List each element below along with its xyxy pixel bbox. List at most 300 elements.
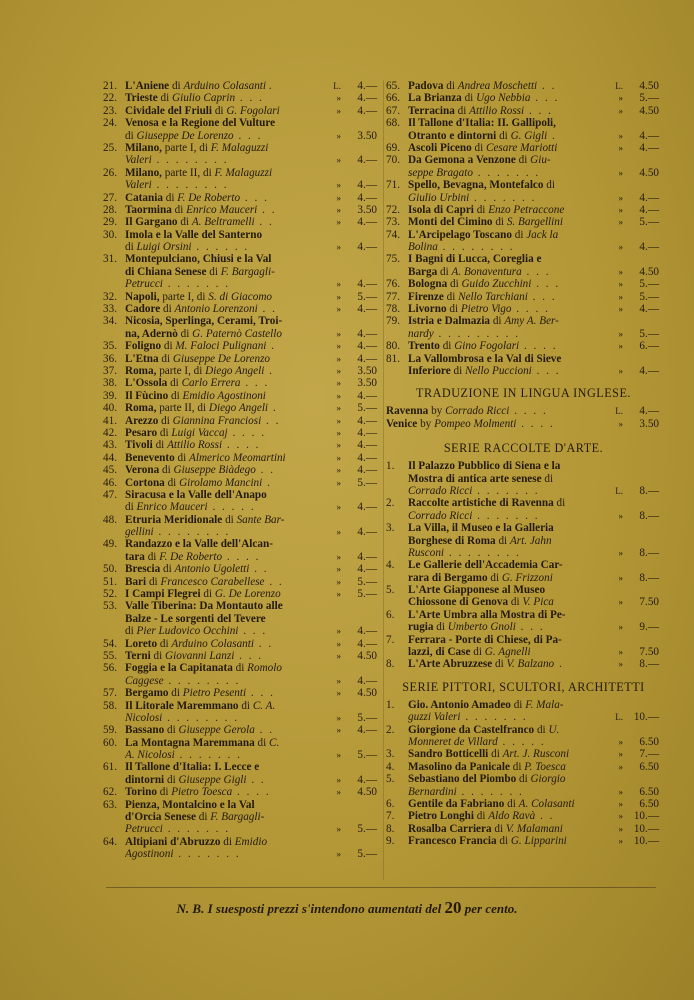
entry-number: 27. — [103, 191, 117, 204]
entry-author: Giuseppe Biàdego — [173, 464, 256, 477]
entry-text — [125, 439, 327, 451]
entry-line — [386, 798, 661, 810]
catalog-entry — [103, 662, 379, 687]
entry-text — [125, 737, 327, 749]
leader-dots: . . . — [521, 265, 551, 278]
entry-title: Foggia e la Capitanata — [125, 662, 233, 675]
entry-text — [125, 625, 327, 637]
entry-text — [408, 761, 609, 773]
catalog-entry — [103, 105, 379, 117]
leader-dots: . . . — [246, 687, 275, 700]
entry-line — [103, 501, 379, 513]
entry-author: Almerico Meomartini — [189, 451, 286, 464]
catalog-entry — [103, 588, 379, 600]
entry-connector: di — [164, 773, 179, 786]
price: 4.— — [357, 80, 377, 92]
price-mark: » — [336, 192, 341, 203]
leader-dots: . . . . — [519, 340, 558, 353]
entry-connector: di — [461, 92, 477, 105]
entry-author: Cesare Mariotti — [486, 141, 558, 154]
entry-title: Etruria Meridionale — [125, 513, 223, 526]
translation-heading: TRADUZIONE IN LINGUA INGLESE. — [416, 386, 631, 401]
entry-text — [125, 761, 327, 773]
entry-author: Diego Angeli — [205, 364, 265, 377]
price: 4.— — [357, 637, 377, 650]
entry-title: Il Tallone d'Italia: I. Lecce e — [125, 761, 260, 774]
entry-connector: di — [146, 575, 161, 588]
entry-text — [125, 526, 327, 538]
entry-author: Nello Tarchiani — [458, 290, 528, 303]
price-mark: » — [336, 155, 341, 166]
entry-number: 3. — [386, 522, 395, 535]
price-mark: » — [336, 576, 341, 587]
price-mark: » — [336, 452, 341, 463]
entry-line — [103, 737, 379, 749]
price-mark: » — [336, 787, 341, 798]
entry-text — [125, 130, 327, 142]
leader-dots: . — [262, 476, 272, 489]
entry-text — [408, 748, 609, 760]
entry-title: La Villa, il Museo e la Galleria — [408, 522, 554, 535]
leader-dots: . . — [264, 575, 284, 588]
entry-author: G. Frizzoni — [501, 571, 553, 584]
price-mark: » — [618, 622, 623, 633]
leader-dots: . — [266, 340, 276, 353]
entry-connector: di — [144, 550, 160, 563]
entry-text — [125, 749, 327, 761]
price: 4.— — [639, 141, 659, 154]
entry-connector: di — [433, 621, 448, 634]
price-mark: » — [618, 204, 623, 215]
entry-number: 45. — [103, 464, 117, 477]
price-mark: » — [336, 564, 341, 575]
leader-dots: . . . . . . . — [162, 823, 231, 836]
entry-text — [125, 92, 327, 104]
price: 4.— — [357, 389, 377, 402]
entry-title: Loreto — [125, 637, 158, 650]
entry-line — [386, 724, 661, 736]
entry-title: I Bagni di Lucca, Coreglia e — [408, 253, 542, 266]
entry-connector: di — [470, 646, 485, 659]
entry-line — [103, 786, 379, 798]
entry-line — [386, 699, 661, 711]
entry-title: Montepulciano, Chiusi e la Val — [125, 253, 272, 266]
price: 8.— — [639, 658, 659, 671]
entry-line — [386, 80, 661, 92]
price-mark: » — [618, 572, 623, 583]
entry-number: 40. — [103, 402, 117, 415]
entry-text — [408, 241, 609, 253]
entry-connector: by — [417, 417, 435, 430]
price: 8.— — [639, 509, 659, 522]
price: 9.— — [639, 621, 659, 634]
entry-number: 5. — [386, 584, 395, 597]
entry-text — [408, 485, 609, 497]
entry-author: P. Toesca — [524, 760, 566, 773]
entry-connector: di — [492, 658, 507, 671]
price: 3.50 — [357, 129, 377, 142]
entry-title: Ascoli Piceno — [408, 141, 472, 154]
entry-title: Roma, — [125, 402, 157, 415]
right-entries — [386, 80, 661, 377]
entry-title: L'Arcipelago Toscano — [408, 228, 512, 241]
entry-line — [103, 761, 379, 773]
price: 4.— — [357, 501, 377, 514]
entry-line — [103, 551, 379, 563]
catalog-entry — [103, 761, 379, 786]
price-mark: » — [618, 798, 623, 809]
catalog-entry — [103, 142, 379, 167]
entry-title: Sandro Botticelli — [408, 748, 489, 761]
price-mark: » — [336, 390, 341, 401]
entry-text — [408, 786, 609, 798]
catalog-entry — [103, 786, 379, 798]
entry-number: 54. — [103, 637, 117, 650]
entry-line — [103, 538, 379, 550]
price: 4.50 — [639, 104, 659, 117]
entry-number: 63. — [103, 798, 117, 811]
catalog-entry — [386, 418, 661, 430]
price-mark: » — [336, 638, 341, 649]
price: 5.— — [357, 749, 377, 762]
entry-text — [408, 835, 609, 847]
entry-line — [386, 192, 661, 204]
entry-line — [103, 204, 379, 216]
price: 4.— — [357, 674, 377, 687]
entry-number: 8. — [386, 658, 395, 671]
price: 4.50 — [357, 786, 377, 799]
entry-number: 4. — [386, 559, 395, 572]
entry-connector: di — [152, 439, 168, 452]
price-mark: » — [618, 836, 623, 847]
entry-author: Giulio Urbini — [408, 191, 470, 204]
entry-author: Bolina — [408, 241, 438, 254]
entry-text — [386, 405, 609, 417]
catalog-entry — [103, 365, 379, 377]
leader-dots: . . . — [233, 129, 263, 142]
price: 4.— — [357, 724, 377, 737]
entry-connector: di — [157, 92, 173, 105]
entry-title: rara di Bergamo — [408, 571, 488, 584]
price-mark: » — [618, 217, 623, 228]
catalog-entry — [386, 253, 661, 278]
entry-connector: di — [439, 340, 455, 353]
footer-note-percent: 20 — [444, 898, 462, 917]
entry-author: Giuseppe Gerola — [178, 724, 255, 737]
entry-author: G. Gigli — [510, 129, 548, 142]
catalog-entry — [386, 835, 661, 847]
entry-number: 41. — [103, 414, 117, 427]
price-mark: » — [336, 527, 341, 538]
entry-line — [103, 229, 379, 241]
entry-line — [103, 464, 379, 476]
entry-number: 49. — [103, 538, 117, 551]
entry-line — [103, 662, 379, 674]
entry-connector: di — [168, 687, 183, 700]
catalog-entry — [386, 658, 661, 670]
entry-line — [386, 559, 661, 571]
entry-author: F. Bargagli- — [220, 265, 275, 278]
entry-connector: di — [160, 563, 175, 576]
entry-author: F. Bargagli- — [210, 811, 265, 824]
entry-author: Andrea Moschetti — [457, 80, 538, 92]
price: 4.— — [639, 241, 659, 254]
entry-line — [386, 117, 661, 129]
entry-title: Pesaro — [125, 426, 158, 439]
entry-author: A. Colasanti — [518, 797, 575, 810]
catalog-entry — [103, 737, 379, 762]
entry-text — [125, 538, 327, 550]
entry-line — [103, 80, 379, 92]
price: 7.50 — [639, 646, 659, 659]
price-mark: » — [618, 192, 623, 203]
catalog-entry — [386, 278, 661, 290]
entry-author: Jack la — [526, 228, 559, 241]
art-series-heading: SERIE RACCOLTE D'ARTE. — [443, 441, 604, 456]
entry-title: Padova — [408, 80, 444, 92]
price-mark: » — [336, 849, 341, 860]
price: 5.— — [639, 216, 659, 229]
entry-text — [125, 229, 327, 241]
entry-text — [408, 699, 609, 711]
entry-title: Da Gemona a Venzone — [408, 154, 516, 167]
price-mark: » — [618, 130, 623, 141]
leader-dots: . . . — [531, 278, 561, 291]
entry-line — [386, 204, 661, 216]
price-mark: » — [618, 328, 623, 339]
entry-line — [103, 216, 379, 228]
entry-text — [408, 596, 609, 608]
entry-author: G. De Lorenzo — [214, 588, 281, 601]
entry-connector: di — [232, 662, 248, 675]
entry-author: V. Balzano — [506, 658, 555, 671]
catalog-entry — [103, 489, 379, 514]
price: 10.— — [633, 711, 659, 724]
entry-title: d'Orcia Senese — [125, 811, 196, 824]
price-mark: » — [336, 688, 341, 699]
entry-text — [125, 105, 327, 117]
entry-text — [408, 154, 609, 166]
catalog-entry — [386, 559, 661, 584]
price-mark: » — [336, 403, 341, 414]
catalog-entry — [103, 464, 379, 476]
entry-title: na, Adernò — [125, 327, 178, 340]
entry-line — [386, 485, 661, 497]
price: 4.50 — [357, 649, 377, 662]
price-mark: » — [336, 551, 341, 562]
entry-author: Girolamo Mancini — [179, 476, 263, 489]
entry-line — [103, 402, 379, 414]
entry-text — [408, 315, 609, 327]
footer-note-text: N. B. I suesposti prezzi s'intendono aumentati del — [176, 901, 445, 916]
entry-connector: di — [474, 810, 489, 823]
entry-number: 80. — [386, 340, 400, 353]
price-mark: » — [336, 589, 341, 600]
entry-line — [103, 576, 379, 588]
price: 4.— — [639, 303, 659, 316]
entry-title: Chiossone di Genova — [408, 596, 509, 609]
catalog-entry — [386, 117, 661, 142]
leader-dots: . — [547, 129, 557, 142]
entry-connector: di — [164, 476, 180, 489]
entry-author: Sante Bar- — [236, 513, 285, 526]
entry-line — [386, 584, 661, 596]
entry-connector: di — [195, 811, 211, 824]
entry-title: Bassano — [125, 724, 165, 737]
entry-title: Mostra di antica arte senese — [408, 472, 542, 485]
entry-text — [408, 559, 609, 571]
entry-author: Giu- — [530, 154, 551, 167]
catalog-entry — [103, 390, 379, 402]
entry-number: 75. — [386, 253, 400, 266]
entry-line — [103, 92, 379, 104]
price-mark: » — [336, 440, 341, 451]
leader-dots: . . — [253, 637, 274, 650]
entry-author: Art. J. Rusconi — [502, 748, 570, 761]
entry-connector: di — [125, 501, 137, 514]
entry-title: Arezzo — [125, 414, 159, 427]
price: 4.— — [357, 216, 377, 229]
entry-connector: . — [266, 80, 272, 92]
entry-number: 73. — [386, 216, 400, 229]
catalog-entry — [386, 748, 661, 760]
entry-number: 72. — [386, 203, 400, 216]
entry-connector: di — [510, 698, 526, 711]
leader-dots: . . . . — [516, 417, 555, 430]
entry-text — [125, 799, 327, 811]
leader-dots: . . . . . . . . — [437, 241, 515, 254]
price: 4.— — [357, 352, 377, 365]
entry-line — [103, 167, 379, 179]
entry-text — [125, 786, 327, 798]
entry-text — [408, 547, 609, 559]
entry-author: Petrucci — [125, 823, 163, 836]
entry-author: A. Nicolosi — [125, 749, 175, 762]
entry-line — [103, 452, 379, 464]
entry-connector: di — [220, 835, 235, 848]
entry-author: Attilio Rossi — [469, 104, 525, 117]
catalog-entry — [103, 117, 379, 142]
entry-line — [103, 799, 379, 811]
entry-number: 35. — [103, 340, 117, 353]
catalog-entry — [386, 699, 661, 724]
price: 4.— — [357, 464, 377, 477]
entry-connector: di — [487, 571, 502, 584]
entry-author: G. Lipparini — [510, 835, 567, 848]
price-mark: » — [618, 510, 623, 521]
entry-text — [408, 711, 609, 723]
entry-text — [125, 848, 327, 860]
entry-line — [103, 365, 379, 377]
entry-text — [125, 687, 327, 699]
leader-dots: . . . . — [511, 303, 550, 316]
price-mark: » — [336, 217, 341, 228]
catalog-entry — [386, 798, 661, 810]
entry-number: 21. — [103, 80, 117, 92]
leader-dots: . . . . . . . — [460, 711, 528, 724]
entry-connector: di — [159, 464, 174, 477]
price: 4.— — [357, 340, 377, 353]
leader-dots: . . . — [238, 625, 268, 638]
catalog-entry — [103, 92, 379, 104]
entry-connector: di — [125, 241, 137, 254]
entry-title: Venosa e la Regione del Vulture — [125, 117, 276, 130]
price: 4.— — [357, 327, 377, 340]
entry-number: 34. — [103, 315, 117, 328]
entry-text — [408, 572, 609, 584]
entry-line — [386, 154, 661, 166]
price: 5.— — [639, 278, 659, 291]
price-mark: » — [336, 725, 341, 736]
price: 4.50 — [639, 265, 659, 278]
entry-number: 66. — [386, 92, 400, 105]
entry-title: La Montagna Maremmana — [125, 736, 255, 749]
entry-connector: di — [222, 513, 237, 526]
catalog-entry — [103, 836, 379, 861]
entry-text — [125, 514, 327, 526]
entry-author: Enzo Petraccone — [488, 203, 565, 216]
entry-line — [386, 167, 661, 179]
entry-author: Emidio — [234, 835, 268, 848]
entry-line — [386, 646, 661, 658]
entry-number: 29. — [103, 216, 117, 229]
leader-dots: . . — [261, 414, 281, 427]
entry-text — [125, 724, 327, 736]
entry-text — [408, 724, 609, 736]
catalog-entry — [103, 650, 379, 662]
entry-connector: di — [492, 216, 507, 229]
entry-title: L'Arte Abruzzese — [408, 658, 493, 671]
entry-author: Nello Puccioni — [464, 364, 532, 377]
entry-number: 2. — [386, 723, 395, 736]
entry-author: U. — [548, 723, 560, 736]
entry-line — [386, 572, 661, 584]
entry-number: 39. — [103, 389, 117, 402]
entry-line — [386, 266, 661, 278]
entry-title: Milano, — [125, 166, 162, 179]
price-mark: » — [618, 749, 623, 760]
entry-number: 55. — [103, 649, 117, 662]
entry-text — [408, 798, 609, 810]
entry-connector: di — [156, 786, 172, 799]
entry-author: Caggese — [125, 674, 164, 687]
entry-text — [125, 477, 327, 489]
price-mark: » — [618, 93, 623, 104]
price: 5.— — [357, 823, 377, 836]
entry-text — [125, 402, 327, 414]
entry-text — [125, 390, 327, 402]
entry-text — [125, 353, 327, 365]
price: 6.50 — [639, 797, 659, 810]
entry-author: Umberto Gnoli — [447, 621, 516, 634]
entry-line — [386, 405, 661, 417]
price-mark: L. — [615, 406, 623, 417]
catalog-entry — [386, 724, 661, 749]
leader-dots: . . . . . . . — [162, 278, 231, 291]
entry-author: Enrico Mauceri — [136, 501, 208, 514]
entry-line — [386, 328, 661, 340]
leader-dots: . . . — [527, 290, 557, 303]
entry-text — [125, 811, 327, 823]
price-mark: » — [336, 328, 341, 339]
entry-title: Bergamo — [125, 687, 169, 700]
entry-text — [408, 609, 609, 621]
price-mark: » — [336, 502, 341, 513]
leader-dots: . . . . . . . — [174, 749, 242, 762]
entry-connector: di — [509, 760, 525, 773]
entry-text — [408, 142, 609, 154]
catalog-entry — [103, 315, 379, 340]
